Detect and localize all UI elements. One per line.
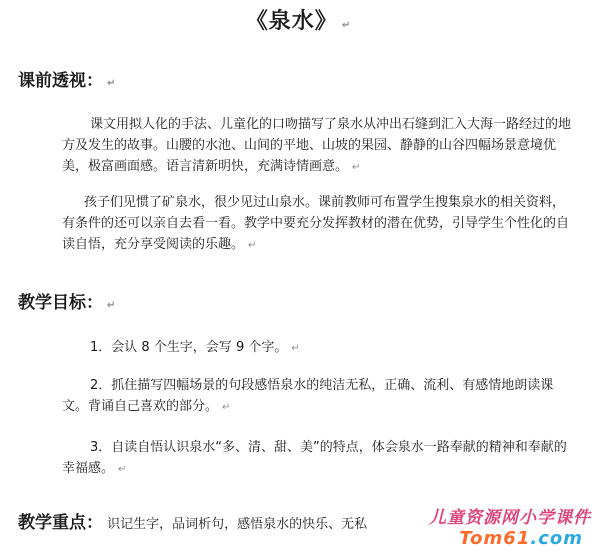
paragraph-mark-icon: ↵ [222, 402, 231, 413]
paragraph-mark-icon: ↵ [352, 162, 361, 173]
key-points-line [18, 508, 367, 533]
paragraph-mark-icon: ↵ [248, 240, 257, 251]
title-text: 《泉水》 [245, 9, 338, 34]
paragraph-mark-icon: ↵ [341, 20, 352, 31]
goal-text: 3．自读自悟认识泉水“多、清、甜、美”的特点，体会泉水一路奉献的精神和奉献的幸福感。 [62, 440, 567, 476]
watermark-site-name: 儿童资源网小学课件 [429, 508, 591, 528]
preview-paragraph-2 [62, 192, 574, 256]
watermark-logo-text-a: Tom61 [459, 528, 531, 549]
goal-item-1 [62, 337, 574, 359]
goal-text: 2．抓住描写四幅场景的句段感悟泉水的纯洁无私，正确、流利、有感情地朗读课文。背诵自己喜欢的部分。 [62, 378, 554, 414]
goal-item-3 [62, 437, 574, 480]
section-heading-preview [18, 66, 115, 91]
goal-item-2 [62, 375, 574, 418]
watermark-logo-text-b: .com [530, 528, 583, 549]
section-heading-text: 课前透视： [18, 71, 103, 91]
paragraph-text: 孩子们见惯了矿泉水，很少见过山泉水。课前教师可布置学生搜集泉水的相关资料，有条件的还可以亲自去看一看。教学中要充分发挥教材的潜在优势，引导学生个性化的自读自悟，充分享受阅读的乐趣。 [62, 195, 570, 252]
paragraph-mark-icon: ↵ [118, 464, 127, 475]
site-watermark [391, 503, 591, 549]
paragraph-text: 课文用拟人化的手法、儿童化的口吻描写了泉水从冲出石缝到汇入大海一路经过的地方及发生的故事。山腰的水池、山间的平地、山坡的果园、静静的山谷四幅场景意境优美，极富画面感。语言清新明快，充满诗情画意。 [62, 117, 572, 174]
key-points-text: 识记生字，品词析句，感悟泉水的快乐、无私 [107, 517, 368, 532]
document-title [0, 4, 597, 35]
paragraph-mark-icon: ↵ [291, 343, 300, 354]
goal-text: 1．会认 8 个生字，会写 9 个字。 [90, 340, 288, 355]
paragraph-mark-icon: ↵ [107, 78, 116, 89]
watermark-logo [459, 528, 583, 549]
section-heading-goals [18, 288, 115, 313]
preview-paragraph-1 [62, 114, 574, 178]
paragraph-mark-icon: ↵ [107, 300, 116, 311]
section-heading-key-points: 教学重点： [18, 513, 103, 533]
section-heading-text: 教学目标： [18, 293, 103, 313]
